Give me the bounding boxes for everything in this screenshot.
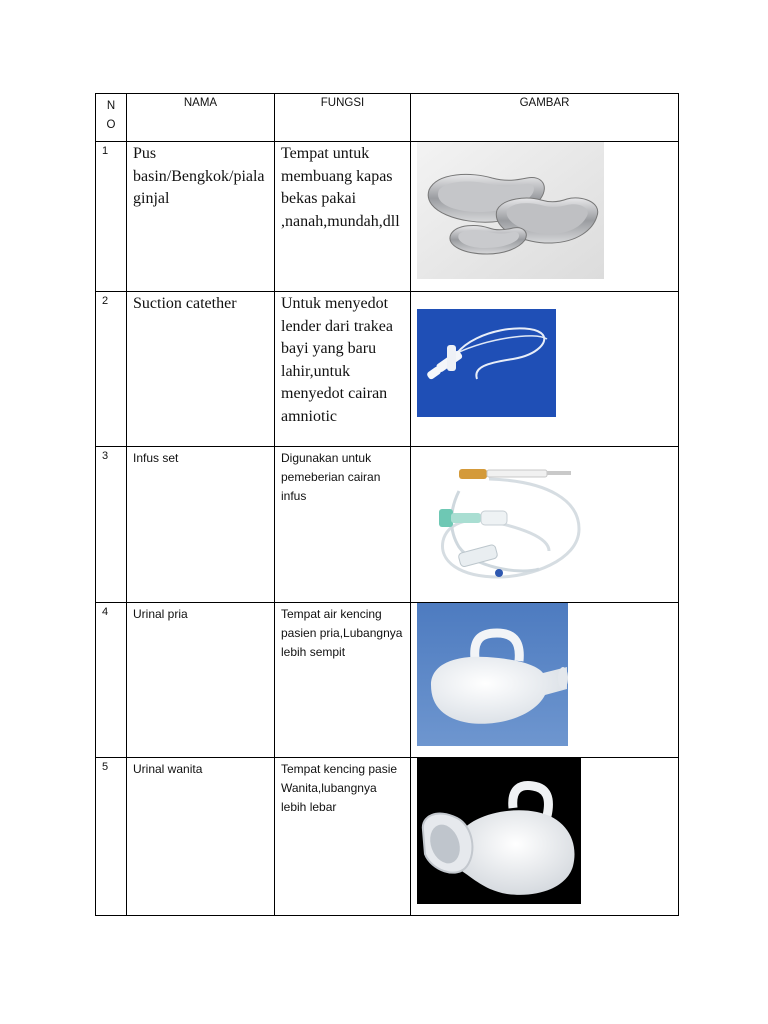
kidney-dish-image [417, 142, 604, 279]
row-number: 1 [96, 142, 127, 292]
row-gambar [411, 447, 679, 603]
row-fungsi: Tempat untuk membuang kapas bekas pakai ,nanah,mundah,dll [275, 142, 411, 292]
header-row [96, 94, 679, 142]
row-fungsi: Digunakan untuk pemeberian cairan infus [275, 447, 411, 603]
row-nama: Urinal wanita [127, 758, 275, 916]
row-number: 4 [96, 603, 127, 758]
row-gambar [411, 758, 679, 916]
row-number: 2 [96, 292, 127, 447]
equipment-table [95, 93, 679, 916]
row-nama: Urinal pria [127, 603, 275, 758]
row-nama: Infus set [127, 447, 275, 603]
table-row [96, 603, 679, 758]
row-number: 5 [96, 758, 127, 916]
row-gambar [411, 603, 679, 758]
header-no: N O [96, 94, 127, 142]
table-row [96, 447, 679, 603]
row-nama: Pus basin/Bengkok/piala ginjal [127, 142, 275, 292]
table-row [96, 292, 679, 447]
row-fungsi: Tempat air kencing pasien pria,Lubangnya lebih sempit [275, 603, 411, 758]
female-urinal-image [417, 758, 581, 904]
row-gambar [411, 142, 679, 292]
header-gambar: GAMBAR [411, 94, 679, 142]
male-urinal-image [417, 603, 568, 746]
row-number: 3 [96, 447, 127, 603]
row-nama: Suction catether [127, 292, 275, 447]
table-row [96, 758, 679, 916]
suction-catheter-image [417, 309, 556, 417]
header-fungsi: FUNGSI [275, 94, 411, 142]
row-gambar [411, 292, 679, 447]
row-fungsi: Untuk menyedot lender dari trakea bayi yang baru lahir,untuk menyedot cairan amniotic [275, 292, 411, 447]
row-fungsi: Tempat kencing pasie Wanita,lubangnya lebih lebar [275, 758, 411, 916]
header-nama: NAMA [127, 94, 275, 142]
infusion-set-image [429, 451, 587, 591]
table-row [96, 142, 679, 292]
